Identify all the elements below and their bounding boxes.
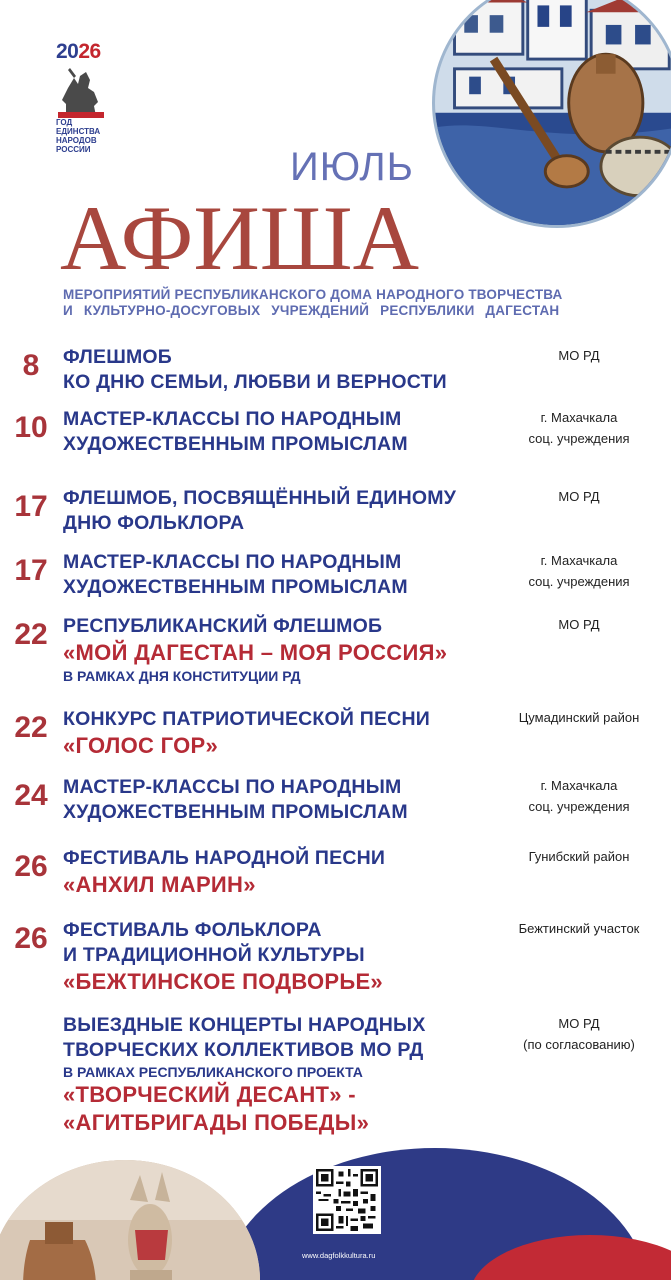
crafts-photo-image <box>0 1160 260 1280</box>
event-description <box>63 707 503 760</box>
event-location-line: г. Махачкала <box>540 553 618 568</box>
event-location <box>499 1013 659 1055</box>
event-description <box>63 407 503 457</box>
event-title-line: ДНЮ ФОЛЬКЛОРА <box>63 512 245 534</box>
logo-caption-line: НАРОДОВ <box>56 136 97 145</box>
event-location-line: МО РД <box>558 489 600 504</box>
page-subtitle <box>63 287 603 319</box>
event-location <box>499 775 659 817</box>
event-title-line: МАСТЕР-КЛАССЫ ПО НАРОДНЫМ <box>63 551 402 573</box>
event-location-line: МО РД <box>558 348 600 363</box>
event-title-line: КО ДНЮ СЕМЬИ, ЛЮБВИ И ВЕРНОСТИ <box>63 371 447 393</box>
logo-caption-line: ГОД <box>56 118 73 127</box>
event-title-line: ФЕСТИВАЛЬ ФОЛЬКЛОРА <box>63 919 322 941</box>
event-title-line: ТВОРЧЕСКИХ КОЛЛЕКТИВОВ МО РД <box>63 1039 424 1061</box>
event-title-line: ФЕСТИВАЛЬ НАРОДНОЙ ПЕСНИ <box>63 847 386 869</box>
logo-caption-line: ЕДИНСТВА <box>56 127 101 136</box>
event-highlight: «БЕЖТИНСКОЕ ПОДВОРЬЕ» <box>63 969 383 994</box>
event-highlight: «ТВОРЧЕСКИЙ ДЕСАНТ» - <box>63 1082 356 1107</box>
event-date: 26 <box>14 922 48 955</box>
logo-caption-line: РОССИИ <box>56 145 91 154</box>
event-location-line: Цумадинский район <box>518 710 640 725</box>
event-location-line: Бежтинский участок <box>518 921 640 936</box>
event-title-line: ХУДОЖЕСТВЕННЫМ ПРОМЫСЛАМ <box>63 801 408 823</box>
logo-year-part-a: 20 <box>56 40 79 63</box>
event-date: 22 <box>14 618 48 651</box>
monument-icon <box>58 66 104 118</box>
event-location-line: соц. учреждения <box>528 574 630 589</box>
event-date: 8 <box>22 349 40 382</box>
event-location <box>499 486 659 507</box>
subtitle-line: МЕРОПРИЯТИЙ РЕСПУБЛИКАНСКОГО ДОМА НАРОДНОГО ТВОРЧЕСТВА <box>63 287 563 302</box>
page-title: АФИША <box>60 187 420 289</box>
event-location-line: соц. учреждения <box>528 431 630 446</box>
event-note: В РАМКАХ РЕСПУБЛИКАНСКОГО ПРОЕКТА <box>63 1064 363 1080</box>
village-painting-image <box>432 0 671 228</box>
event-description <box>63 1013 503 1137</box>
event-location-line: МО РД <box>558 617 600 632</box>
event-location-line: (по согласованию) <box>523 1037 635 1052</box>
month-heading: ИЮЛЬ <box>290 145 414 189</box>
event-description <box>63 846 503 899</box>
event-highlight: «АГИТБРИГАДЫ ПОБЕДЫ» <box>63 1110 370 1135</box>
year-of-unity-logo <box>56 40 114 154</box>
event-date: 17 <box>14 490 48 523</box>
event-location <box>499 614 659 635</box>
logo-caption <box>56 118 100 154</box>
logo-year <box>56 40 101 64</box>
qr-code-icon[interactable] <box>313 1166 381 1234</box>
event-date: 24 <box>14 779 48 812</box>
event-note: В РАМКАХ ДНЯ КОНСТИТУЦИИ РД <box>63 668 301 684</box>
event-date: 26 <box>14 850 48 883</box>
event-title-line: ХУДОЖЕСТВЕННЫМ ПРОМЫСЛАМ <box>63 576 408 598</box>
event-location-line: г. Махачкала <box>540 410 618 425</box>
event-date: 10 <box>14 411 48 444</box>
event-title-line: МАСТЕР-КЛАССЫ ПО НАРОДНЫМ <box>63 776 402 798</box>
event-location <box>499 846 659 867</box>
event-description <box>63 345 503 395</box>
event-date: 17 <box>14 554 48 587</box>
event-description <box>63 918 503 996</box>
event-location <box>499 918 659 939</box>
event-location <box>499 707 659 728</box>
event-title-line: ВЫЕЗДНЫЕ КОНЦЕРТЫ НАРОДНЫХ <box>63 1014 426 1036</box>
event-location-line: г. Махачкала <box>540 778 618 793</box>
event-title-line: МАСТЕР-КЛАССЫ ПО НАРОДНЫМ <box>63 408 402 430</box>
event-title-line: ХУДОЖЕСТВЕННЫМ ПРОМЫСЛАМ <box>63 433 408 455</box>
event-location <box>499 407 659 449</box>
event-title-line: И ТРАДИЦИОННОЙ КУЛЬТУРЫ <box>63 944 365 966</box>
event-description <box>63 775 503 825</box>
event-title-line: ФЛЕШМОБ <box>63 346 173 368</box>
event-date: 22 <box>14 711 48 744</box>
event-highlight: «МОЙ ДАГЕСТАН – МОЯ РОССИЯ» <box>63 640 448 665</box>
event-description <box>63 550 503 600</box>
event-location <box>499 345 659 366</box>
subtitle-line: И КУЛЬТУРНО-ДОСУГОВЫХ УЧРЕЖДЕНИЙ РЕСПУБЛИКИ ДАГЕСТАН <box>63 303 560 318</box>
logo-year-part-b: 26 <box>78 40 101 63</box>
event-highlight: «ГОЛОС ГОР» <box>63 733 219 758</box>
event-title-line: ФЛЕШМОБ, ПОСВЯЩЁННЫЙ ЕДИНОМУ <box>63 487 457 509</box>
event-description <box>63 614 503 685</box>
event-location <box>499 550 659 592</box>
event-title-line: КОНКУРС ПАТРИОТИЧЕСКОЙ ПЕСНИ <box>63 708 430 730</box>
event-location-line: МО РД <box>558 1016 600 1031</box>
event-title-line: РЕСПУБЛИКАНСКИЙ ФЛЕШМОБ <box>63 615 383 637</box>
event-highlight: «АНХИЛ МАРИН» <box>63 872 256 897</box>
website-link[interactable]: www.dagfolkkultura.ru <box>302 1251 376 1260</box>
event-location-line: соц. учреждения <box>528 799 630 814</box>
event-description <box>63 486 503 536</box>
event-location-line: Гунибский район <box>528 849 630 864</box>
